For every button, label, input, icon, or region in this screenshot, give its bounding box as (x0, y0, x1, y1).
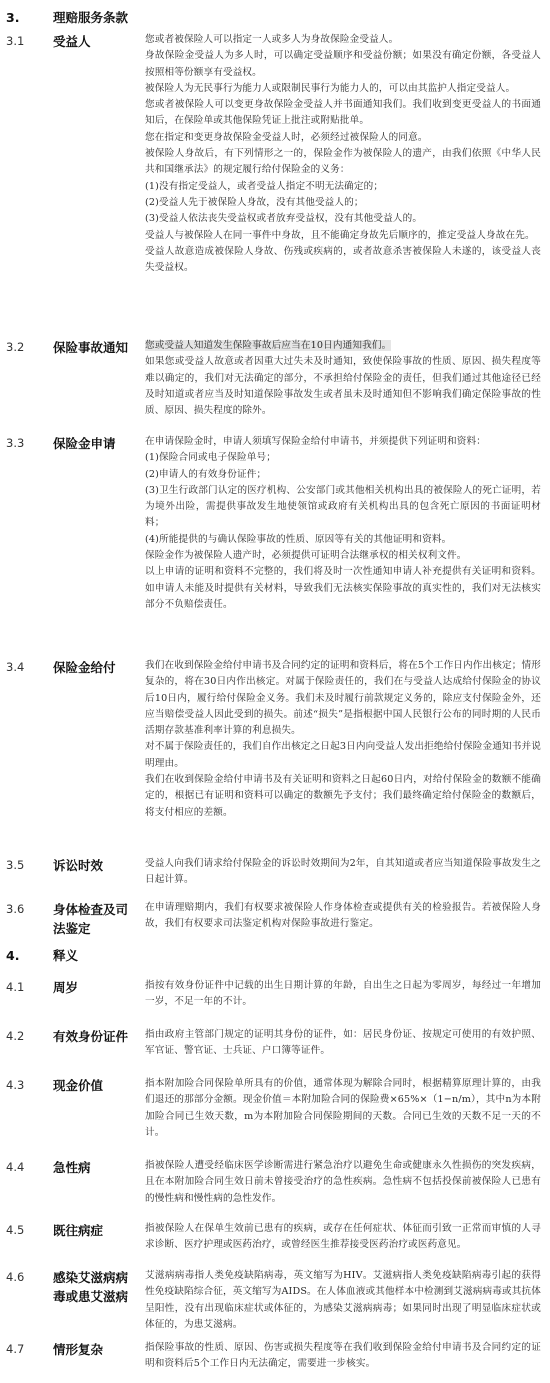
clause-label: 情形复杂 (53, 1342, 104, 1357)
paragraph: 指由政府主管部门规定的证明其身份的证件，如：居民身份证、按规定可使用的有效护照、军官证、警官证、士兵证、户口簿等证件。 (145, 1029, 541, 1057)
clause-body (145, 1268, 541, 1333)
clause-body (145, 978, 541, 1011)
section-title: 释义 (53, 948, 79, 963)
paragraph: 指按有效身份证件中记载的出生日期计算的年龄，自出生之日起为零周岁，每经过一年增加一岁，不足一年的不计。 (145, 980, 541, 1008)
paragraph: 对不属于保险责任的，我们自作出核定之日起3日内向受益人发出拒绝给付保险金通知书并说明理由。 (145, 741, 542, 769)
clause-body (145, 338, 541, 419)
clause-body (145, 900, 541, 933)
clause-label: 感染艾滋病病毒或患艾滋病 (53, 1270, 129, 1304)
paragraph: 以上申请的证明和资料不完整的，我们将及时一次性通知申请人补充提供有关证明和资料。如申请人未能及时提供有关材料，导致我们无法核实保险事故的真实性的，我们对无法核实部分不负赔偿责任。 (145, 566, 541, 610)
paragraph: 身故保险金受益人为多人时，可以确定受益顺序和受益份额；如果没有确定份额，各受益人按照相等份额享有受益权。 (145, 50, 541, 78)
clause-label: 既往病症 (53, 1223, 104, 1238)
clause-number: 4.6 (6, 1270, 25, 1284)
paragraph: 保险金作为被保险人遗产时，必须提供可证明合法继承权的相关权利文件。 (145, 550, 467, 562)
clause-number: 3.4 (6, 660, 25, 674)
clause-number: 4.7 (6, 1342, 25, 1356)
clause-body (145, 1027, 541, 1060)
paragraph: 受益人与被保险人在同一事件中身故，且不能确定身故先后顺序的，推定受益人身故在先。 (145, 229, 535, 241)
clause-label: 周岁 (53, 980, 79, 995)
section-4-heading (0, 944, 550, 966)
paragraph: 在申请理赔期内，我们有权要求被保险人作身体检查或提供有关的检验报告。若被保险人身故，我们有权要求司法鉴定机构对保险事故进行鉴定。 (145, 902, 541, 930)
paragraph: 指保险事故的性质、原因、伤害或损失程度等在我们收到保险金给付申请书及合同约定的证明和资料后5个工作日内无法确定，需要进一步核实。 (145, 1342, 541, 1370)
paragraph: (3)受益人依法丧失受益权或者放弃受益权，没有其他受益人的。 (145, 213, 423, 225)
clause-body (145, 1158, 541, 1207)
paragraph: 如果您或受益人故意或者因重大过失未及时通知，致使保险事故的性质、原因、损失程度等难以确定的，我们对无法确定的部分，不承担给付保险金的责任，但我们通过其他途径已经及时知道或者应当及时知道保险事故发生或者虽未及时通知但不影响我们确定保险事故的性质、原因、损失程度的除外。 (145, 356, 541, 417)
clause-number: 3.1 (6, 34, 25, 48)
paragraph: 您或者被保险人可以指定一人或多人为身故保险金受益人。 (145, 34, 399, 45)
paragraph-wrap (145, 338, 541, 354)
section-3-heading (0, 6, 550, 28)
clause-label: 受益人 (53, 34, 91, 49)
highlighted-paragraph: 您或受益人知道发生保险事故后应当在10日内通知我们。 (145, 340, 392, 351)
paragraph: (1)没有指定受益人，或者受益人指定不明无法确定的； (145, 180, 384, 192)
paragraph: 指被保险人遭受经临床医学诊断需进行紧急治疗以避免生命或健康永久性损伤的突发疾病，且在本附加险合同生效日前未曾接受治疗的急性疾病。急性病不包括投保前被保险人已患有的慢性病和慢性病的急性发作。 (145, 1160, 541, 1204)
clause-number: 3.3 (6, 436, 25, 450)
clause-body (145, 1221, 541, 1254)
paragraph: 受益人向我们请求给付保险金的诉讼时效期间为2年，自其知道或者应当知道保险事故发生之日起计算。 (145, 858, 542, 886)
clause-number: 3.5 (6, 858, 25, 872)
section-number: 3. (6, 9, 20, 25)
paragraph: (3)卫生行政部门认定的医疗机构、公安部门或其他相关机构出具的被保险人的死亡证明，若为境外出险，需提供事故发生地使领馆或政府有关机构出具的包含死亡原因的书面证明材料； (145, 484, 541, 529)
paragraph: 指被保险人在保单生效前已患有的疾病，或存在任何症状、体征而引致一正常而审慎的人寻求诊断、医疗护理或医药治疗，或曾经医生推荐接受医药治疗或医药意见。 (145, 1223, 541, 1251)
section-title: 理赔服务条款 (53, 10, 129, 25)
clause-body (145, 856, 541, 889)
clause-number: 4.2 (6, 1029, 25, 1043)
paragraph: 我们在收到保险金给付申请书及有关证明和资料之日起60日内，对给付保险金的数额不能确定的，根据已有证明和资料可以确定的数额先予支付；我们最终确定给付保险金的数额后，将支付相应的差额。 (145, 774, 541, 818)
paragraph: (1)保险合同或电子保险单号； (145, 452, 276, 464)
clause-body (145, 434, 541, 613)
paragraph: 您或者被保险人可以变更身故保险金受益人并书面通知我们。我们收到变更受益人的书面通知后，在保险单或其他保险凭证上批注或附贴批单。 (145, 99, 541, 127)
clause-number: 3.2 (6, 340, 25, 354)
clause-body (145, 1076, 541, 1141)
clause-number: 4.5 (6, 1223, 25, 1237)
clause-label: 保险金给付 (53, 660, 116, 675)
section-number: 4. (6, 947, 20, 963)
paragraph: 在申请保险金时，申请人须填写保险金给付申请书，并须提供下列证明和资料： (145, 436, 487, 447)
clause-number: 3.6 (6, 902, 25, 916)
clause-number: 4.1 (6, 980, 25, 994)
paragraph: 被保险人为无民事行为能力人或限制民事行为能力人的，可以由其监护人指定受益人。 (145, 82, 516, 94)
paragraph: (2)受益人先于被保险人身故，没有其他受益人的； (145, 196, 364, 208)
paragraph: 艾滋病病毒指人类免疫缺陷病毒，英文缩写为HIV。艾滋病指人类免疫缺陷病毒引起的获得性免疫缺陷综合征，英文缩写为AIDS。在人体血液或其他样本中检测到艾滋病病毒或其抗体呈阳性，没有出现临床症状或体征的，为感染艾滋病病毒；如果同时出现了明显临床症状或体征的，为患艾滋病。 (145, 1270, 541, 1330)
clause-label: 急性病 (53, 1160, 91, 1175)
clause-body (145, 1340, 541, 1373)
clause-number: 4.4 (6, 1160, 25, 1174)
paragraph: 指本附加险合同保险单所具有的价值，通常体现为解除合同时，根据精算原理计算的，由我们退还的那部分金额。现金价值＝本附加险合同的保险费×65%×（1−n/m），其中n为本附加险合同已生效天数，m为本附加险合同保险期间的天数。合同已生效的天数不足一天的不计。 (145, 1078, 541, 1138)
clause-number: 4.3 (6, 1078, 25, 1092)
clause-body (145, 658, 541, 821)
clause-label: 有效身份证件 (53, 1029, 129, 1044)
paragraph: (2)申请人的有效身份证件； (145, 468, 267, 480)
paragraph: 我们在收到保险金给付申请书及合同约定的证明和资料后，将在5个工作日内作出核定；情形复杂的，将在30日内作出核定。对属于保险责任的，我们在与受益人达成给付保险金的协议后10日内，履行给付保险金义务。我们未及时履行前款规定义务的，除应支付保险金外，还应当赔偿受益人因此受到的损失。前述“损失”是指根据中国人民银行公布的同时期的人民币活期存款基准利率计算的利息损失。 (145, 660, 542, 737)
clause-label: 保险金申请 (53, 436, 116, 451)
clause-label: 身体检查及司法鉴定 (53, 902, 129, 936)
clause-label: 诉讼时效 (53, 858, 104, 873)
clause-body (145, 32, 541, 276)
clause-label: 现金价值 (53, 1078, 104, 1093)
paragraph: 被保险人身故后，有下列情形之一的，保险金作为被保险人的遗产，由我们依照《中华人民共和国继承法》的规定履行给付保险金的义务： (145, 148, 541, 176)
clause-label: 保险事故通知 (53, 340, 129, 355)
paragraph: 受益人故意造成被保险人身故、伤残或疾病的，或者故意杀害被保险人未遂的，该受益人丧失受益权。 (145, 245, 541, 274)
paragraph: 您在指定和变更身故保险金受益人时，必须经过被保险人的同意。 (145, 131, 428, 143)
paragraph: (4)所能提供的与确认保险事故的性质、原因等有关的其他证明和资料。 (145, 533, 452, 545)
